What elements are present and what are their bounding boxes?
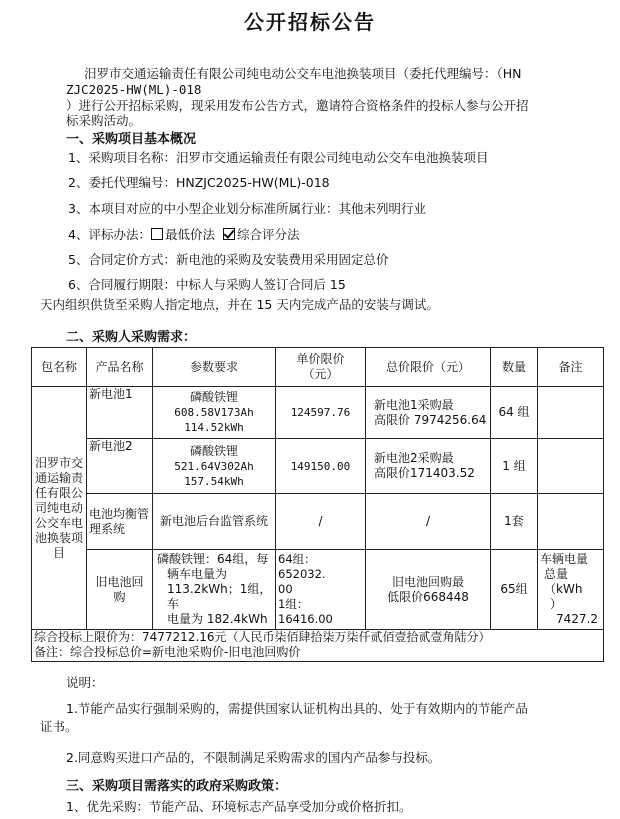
qty-cell: 64 组 <box>491 387 538 439</box>
section1-item6-line1: 6、合同履行期限：中标人与采购人签订合同后 15 <box>68 277 346 292</box>
section1-item4 <box>68 227 299 243</box>
params-cell: 磷酸铁锂：64组，每 辆车电量为 113.2kWh；1组，车 电量为 182.4kWh <box>153 550 276 630</box>
section3-item1: 1、优先采购：节能产品、环境标志产品享受加分或价格折扣。 <box>66 799 412 814</box>
page-title: 公开招标公告 <box>244 10 376 34</box>
params-cell: 磷酸铁锂 521.64V302Ah 157.54kWh <box>153 439 276 494</box>
header-params: 参数要求 <box>153 348 276 387</box>
unit-price-cell: / <box>276 494 366 550</box>
qty-cell: 1套 <box>491 494 538 550</box>
total-price-cell: 旧电池回购最 低限价668448 <box>366 550 491 630</box>
header-qty: 数量 <box>491 348 538 387</box>
intro-line-3: ）进行公开招标采购，现采用发布公告方式，邀请符合资格条件的投标人参与公开招 <box>66 98 529 113</box>
requirements-table <box>31 347 604 662</box>
unit-price-cell: 124597.76 <box>276 387 366 439</box>
lowest-price-checkbox[interactable] <box>151 228 163 240</box>
product-cell: 新电池2 <box>87 439 153 494</box>
total-price-line: 综合投标上限价为：7477212.16元（人民币柒佰肆拾柒万柒仟贰佰壹拾贰壹角陆分） <box>34 630 491 644</box>
product-cell: 电池均衡管理系统 <box>87 494 153 550</box>
section1-item2: 2、委托代理编号：HNZJC2025-HW(ML)-018 <box>68 175 330 190</box>
package-name-cell: 汨罗市交通运输责任有限公司纯电动公交车电池换装项目 <box>32 387 87 630</box>
section1-item1: 1、采购项目名称：汨罗市交通运输责任有限公司纯电动公交车电池换装项目 <box>68 150 489 165</box>
lowest-price-label: 最低价法 <box>164 227 215 242</box>
product-cell: 新电池1 <box>87 387 153 439</box>
intro-line-2: ZJC2025-HW(ML)-018 <box>66 82 202 97</box>
total-price-cell: 新电池2采购最 高限价171403.52 <box>366 439 491 494</box>
intro-line-4: 标采购活动。 <box>66 113 142 128</box>
params-cell: 新电池后台监管系统 <box>153 494 276 550</box>
qty-cell: 1 组 <box>491 439 538 494</box>
qty-cell: 65组 <box>491 550 538 630</box>
section1-heading: 一、采购项目基本概况 <box>66 132 197 147</box>
total-note-line: 备注：综合投标总价=新电池采购价-旧电池回购价 <box>34 645 301 659</box>
table-row <box>32 387 604 439</box>
header-unit-price: 单价限价 （元） <box>276 348 366 387</box>
unit-price-cell: 64组：652032. 00 1组：16416.00 <box>276 550 366 630</box>
table-header-row <box>32 348 604 387</box>
params-cell: 磷酸铁锂 608.58V173Ah 114.52kWh <box>153 387 276 439</box>
header-remark: 备注 <box>538 348 604 387</box>
note1-line1: 1.节能产品实行强制采购的，需提供国家认证机构出具的、处于有效期内的节能产品 <box>66 701 528 716</box>
product-cell: 旧电池回购 <box>87 550 153 630</box>
note1-line2: 证书。 <box>40 719 78 734</box>
total-cell <box>32 630 604 662</box>
notes-label: 说明： <box>66 675 104 690</box>
remark-cell <box>538 439 604 494</box>
remark-cell <box>538 387 604 439</box>
table-row <box>32 550 604 630</box>
comprehensive-score-checkbox[interactable] <box>223 228 235 240</box>
intro-line-1: 汨罗市交通运输责任有限公司纯电动公交车电池换装项目（委托代理编号：（HN <box>84 66 522 81</box>
section1-item6-line2: 天内组织供货至采购人指定地点，并在 15 天内完成产品的安装与调试。 <box>40 297 439 312</box>
note2: 2.同意购买进口产品的，不限制满足采购需求的国内产品参与投标。 <box>66 750 441 765</box>
unit-price-cell: 149150.00 <box>276 439 366 494</box>
header-product: 产品名称 <box>87 348 153 387</box>
evaluation-method-label: 4、评标办法： <box>68 227 151 242</box>
table-row <box>32 439 604 494</box>
section1-item5: 5、合同定价方式：新电池的采购及安装费用采用固定总价 <box>68 252 389 267</box>
table-row <box>32 494 604 550</box>
header-total-price: 总价限价（元） <box>366 348 491 387</box>
section2-heading: 二、采购人采购需求： <box>66 330 197 345</box>
section3-heading: 三、采购项目需落实的政府采购政策： <box>66 779 288 794</box>
comprehensive-score-label: 综合评分法 <box>236 227 300 242</box>
header-package: 包名称 <box>32 348 87 387</box>
remark-cell: 车辆电量 总量（kWh ） 7427.2 <box>538 550 604 630</box>
table-total-row <box>32 630 604 662</box>
total-price-cell: 新电池1采购最 高限价 7974256.64 <box>366 387 491 439</box>
total-price-cell: / <box>366 494 491 550</box>
remark-cell <box>538 494 604 550</box>
section1-item3: 3、本项目对应的中小型企业划分标准所属行业：其他未列明行业 <box>68 201 426 216</box>
